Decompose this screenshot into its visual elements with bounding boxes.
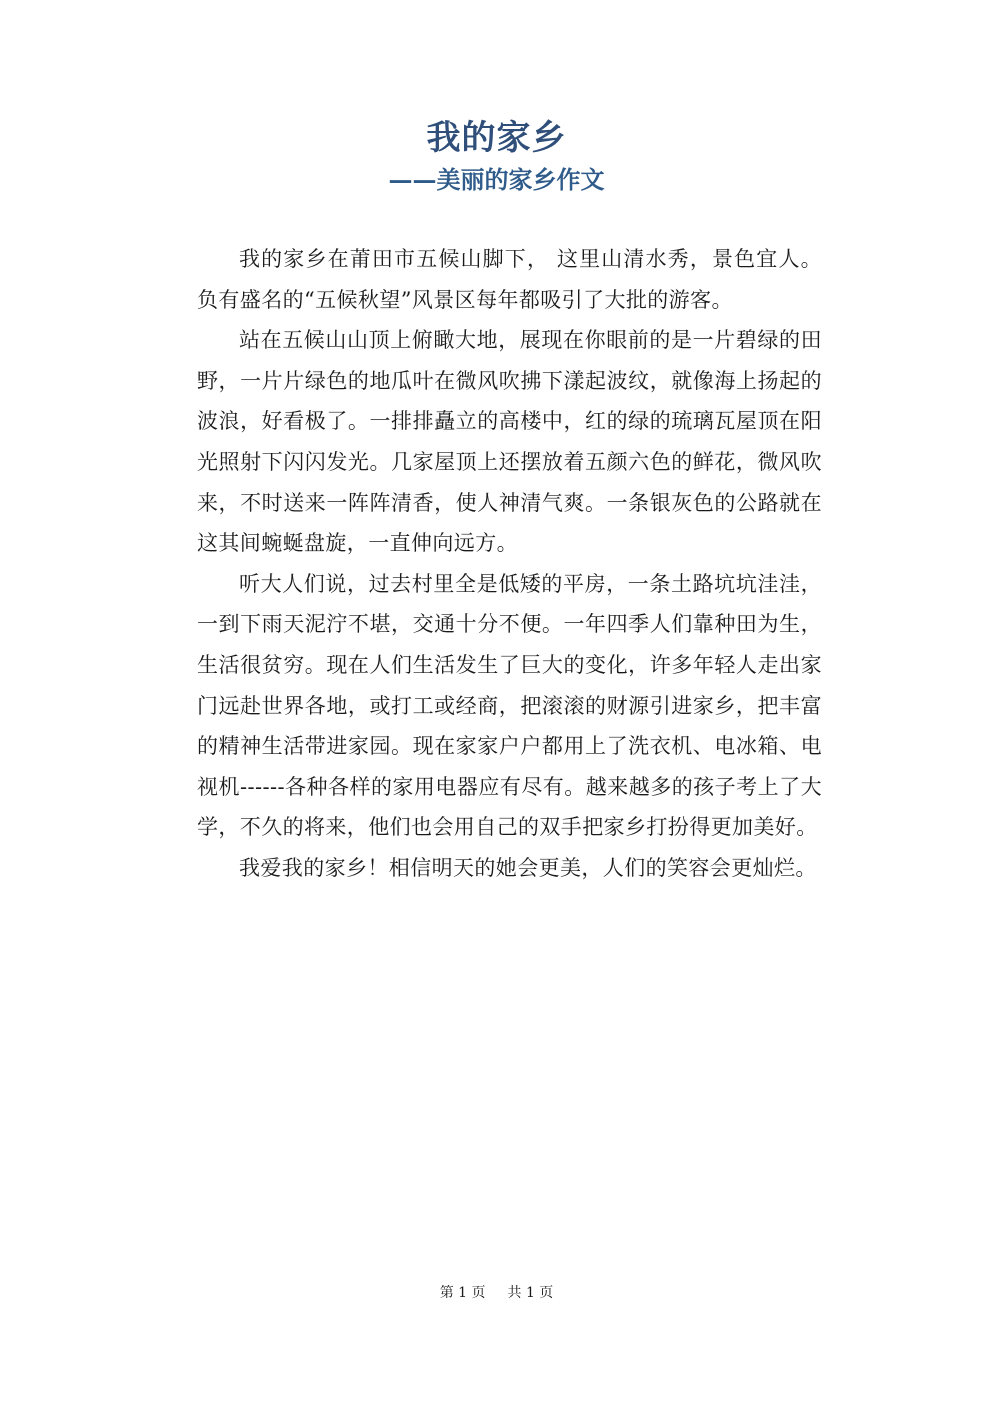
paragraph-2: 站在五候山山顶上俯瞰大地，展现在你眼前的是一片碧绿的田野，一片片绿色的地瓜叶在微风吹拂下漾起波纹，就像海上扬起的波浪，好看极了。一排排矗立的高楼中，红的绿的琉璃瓦屋顶在阳光照射下闪闪发光。几家屋顶上还摆放着五颜六色的鲜花，微风吹来，不时送来一阵阵清香，使人神清气爽。一条银灰色的公路就在这其间蜿蜒盘旋，一直伸向远方。 xyxy=(197,328,822,556)
page-number-label: 第 1 页 xyxy=(439,1285,486,1301)
page-footer xyxy=(0,1282,993,1304)
paragraph-1: 我的家乡在莆田市五候山脚下， 这里山清水秀，景色宜人。负有盛名的“五候秋望”风景区每年都吸引了大批的游客。 xyxy=(197,247,822,312)
essay-body xyxy=(197,239,822,889)
page-total-label: 共 1 页 xyxy=(507,1285,554,1301)
paragraph-4: 我爱我的家乡！相信明天的她会更美，人们的笑容会更灿烂。 xyxy=(239,855,817,880)
paragraph-3: 听大人们说，过去村里全是低矮的平房，一条土路坑坑洼洼，一到下雨天泥泞不堪，交通十分不便。一年四季人们靠种田为生，生活很贫穷。现在人们生活发生了巨大的变化，许多年轻人走出家门远赴世界各地，或打工或经商，把滚滚的财源引进家乡，把丰富的精神生活带进家园。现在家家户户都用上了洗衣机、电冰箱、电视机------各种各样的家用电器应有尽有。越来越多的孩子考上了大学，不久的将来，他们也会用自己的双手把家乡打扮得更加美好。 xyxy=(197,571,822,840)
document-title: 我的家乡 xyxy=(426,118,567,158)
document-subtitle: ——美丽的家乡作文 xyxy=(388,165,605,194)
